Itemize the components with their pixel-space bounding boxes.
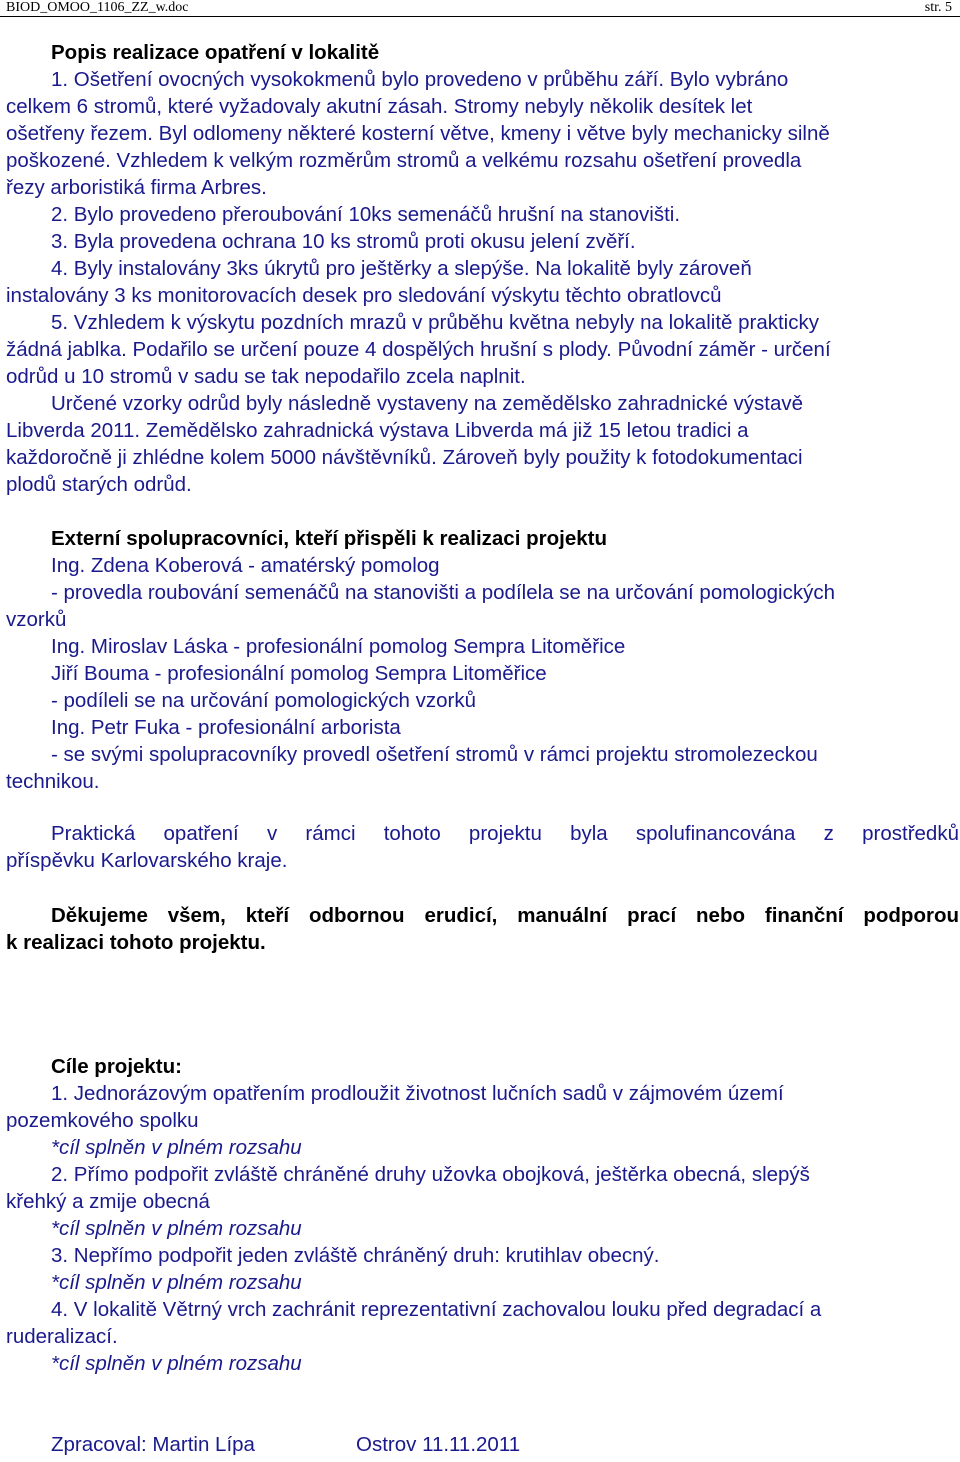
- financovani-line: příspěvku Karlovarského kraje.: [6, 849, 288, 872]
- cile-line: 2. Přímo podpořit zvláště chráněné druhy užovka obojková, ještěrka obecná, slepýš: [51, 1163, 810, 1186]
- cile-status: *cíl splněn v plném rozsahu: [51, 1217, 302, 1240]
- realizace-line: odrůd u 10 stromů v sadu se tak nepodařilo zcela naplnit.: [6, 365, 526, 388]
- externi-line: Ing. Miroslav Láska - profesionální pomolog Sempra Litoměřice: [51, 635, 626, 658]
- realizace-line: 4. Byly instalovány 3ks úkrytů pro ještěrky a slepýše. Na lokalitě byly zároveň: [51, 257, 752, 280]
- realizace-line: Určené vzorky odrůd byly následně vystaveny na zemědělsko zahradnické výstavě: [51, 392, 804, 415]
- cile-line: 1. Jednorázovým opatřením prodloužit životnost lučních sadů v zájmovém území: [51, 1082, 784, 1105]
- externi-line: - provedla roubování semenáčů na stanovišti a podílela se na určování pomologických: [51, 581, 836, 604]
- section-heading-externi: Externí spolupracovníci, kteří přispěli k realizaci projektu: [51, 527, 607, 550]
- cile-line: 3. Nepřímo podpořit jeden zvláště chráněný druh: krutihlav obecný.: [51, 1244, 660, 1267]
- externi-line: - se svými spolupracovníky provedl ošetření stromů v rámci projektu stromolezeckou: [51, 743, 818, 766]
- realizace-line: řezy arboristiká firma Arbres.: [6, 176, 267, 199]
- realizace-line: poškozené. Vzhledem k velkým rozměrům stromů a velkému rozsahu ošetření provedla: [6, 149, 802, 172]
- cile-line: pozemkového spolku: [6, 1109, 199, 1132]
- cile-status: *cíl splněn v plném rozsahu: [51, 1352, 302, 1375]
- cile-status: *cíl splněn v plném rozsahu: [51, 1271, 302, 1294]
- section-heading-cile: Cíle projektu:: [51, 1055, 182, 1078]
- cile-line: křehký a zmije obecná: [6, 1190, 210, 1213]
- cile-status: *cíl splněn v plném rozsahu: [51, 1136, 302, 1159]
- cile-line: 4. V lokalitě Větrný vrch zachránit reprezentativní zachovalou louku před degradací a: [51, 1298, 822, 1321]
- realizace-line: Libverda 2011. Zemědělsko zahradnická výstava Libverda má již 15 letou tradici a: [6, 419, 749, 442]
- footer-author: Zpracoval: Martin Lípa: [51, 1433, 255, 1456]
- realizace-line: 5. Vzhledem k výskytu pozdních mrazů v průběhu května nebyly na lokalitě prakticky: [51, 311, 819, 334]
- externi-line: Ing. Zdena Koberová - amatérský pomolog: [51, 554, 440, 577]
- page-header: [0, 0, 960, 17]
- realizace-line: každoročně ji zhlédne kolem 5000 návštěvníků. Zároveň byly použity k fotodokumentaci: [6, 446, 803, 469]
- externi-line: technikou.: [6, 770, 100, 793]
- podekovani-line: k realizaci tohoto projektu.: [6, 931, 266, 954]
- realizace-line: 1. Ošetření ovocných vysokokmenů bylo provedeno v průběhu září. Bylo vybráno: [51, 68, 789, 91]
- realizace-line: ošetřeny řezem. Byl odlomeny některé kosterní větve, kmeny i větve byly mechanicky silně: [6, 122, 830, 145]
- cile-line: ruderalizací.: [6, 1325, 118, 1348]
- footer-place-date: Ostrov 11.11.2011: [356, 1433, 521, 1456]
- financovani-line: Praktická opatření v rámci tohoto projektu byla spolufinancována z prostředků: [51, 822, 959, 845]
- realizace-line: plodů starých odrůd.: [6, 473, 192, 496]
- realizace-line: 3. Byla provedena ochrana 10 ks stromů proti okusu jelení zvěří.: [51, 230, 636, 253]
- realizace-line: instalovány 3 ks monitorovacích desek pro sledování výskytu těchto obratlovců: [6, 284, 722, 307]
- externi-line: Ing. Petr Fuka - profesionální arborista: [51, 716, 401, 739]
- realizace-line: žádná jablka. Podařilo se určení pouze 4 dospělých hrušní s plody. Původní záměr - určení: [6, 338, 831, 361]
- podekovani-line: Děkujeme všem, kteří odbornou erudicí, manuální prací nebo finanční podporou: [51, 904, 959, 927]
- document-name: BIOD_OMOO_1106_ZZ_w.doc: [6, 0, 189, 15]
- realizace-line: 2. Bylo provedeno přeroubování 10ks semenáčů hrušní na stanovišti.: [51, 203, 681, 226]
- externi-line: vzorků: [6, 608, 67, 631]
- externi-line: - podíleli se na určování pomologických vzorků: [51, 689, 477, 712]
- page-number: str. 5: [924, 0, 952, 15]
- realizace-line: celkem 6 stromů, které vyžadovaly akutní zásah. Stromy nebyly několik desítek let: [6, 95, 753, 118]
- section-heading-realizace: Popis realizace opatření v lokalitě: [51, 41, 380, 64]
- externi-line: Jiří Bouma - profesionální pomolog Sempra Litoměřice: [51, 662, 547, 685]
